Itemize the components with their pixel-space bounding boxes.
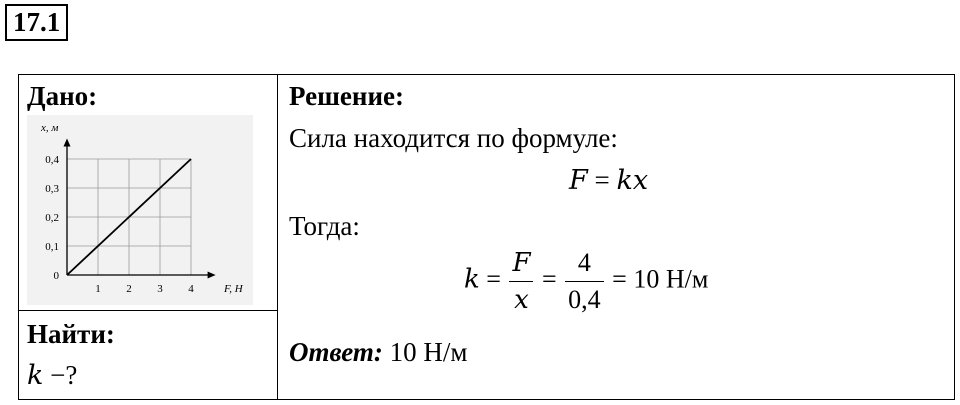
solution-line-2: Тогда: xyxy=(289,211,360,241)
fraction-denominator-0-4: 0,4 xyxy=(565,281,604,318)
formula-F: F xyxy=(569,165,588,196)
formula-force xyxy=(569,165,648,196)
calculation xyxy=(464,245,708,318)
fraction-numerator-F: F xyxy=(512,248,531,278)
formula-kx: kx xyxy=(616,165,649,196)
find-unknown xyxy=(27,360,77,391)
calc-eq3: = xyxy=(605,264,634,294)
x-tick-label: 4 xyxy=(188,283,194,295)
column-divider xyxy=(277,75,278,399)
x-tick-label: 3 xyxy=(157,283,163,295)
fraction-4-over-0-4 xyxy=(565,245,604,318)
x-tick-label: 1 xyxy=(95,283,101,295)
chart-background xyxy=(27,115,253,305)
y-tick-label: 0 xyxy=(53,270,59,282)
unknown-suffix: −? xyxy=(43,360,78,390)
y-tick-label: 0,2 xyxy=(45,212,59,224)
fraction-F-over-x xyxy=(509,245,533,318)
solution-heading: Решение: xyxy=(289,81,404,111)
y-tick-label: 0,1 xyxy=(45,241,59,253)
unknown-variable: k xyxy=(27,360,44,391)
answer-value: 10 Н/м xyxy=(382,337,468,367)
y-tick-label: 0,3 xyxy=(45,183,59,195)
chart-x-vs-F xyxy=(19,115,259,305)
calc-eq2: = xyxy=(535,264,564,294)
x-axis-label: F, Н xyxy=(224,283,243,295)
given-heading: Дано: xyxy=(27,81,98,111)
answer-label: Ответ: xyxy=(289,337,383,367)
calc-eq1: = xyxy=(479,264,508,294)
calc-result: 10 Н/м xyxy=(633,264,709,294)
formula-equals: = xyxy=(587,165,617,195)
x-tick-label: 2 xyxy=(126,283,132,295)
answer-line xyxy=(289,337,467,368)
row-divider xyxy=(19,310,277,311)
problem-number: 17.1 xyxy=(5,4,68,41)
y-tick-label: 0,4 xyxy=(45,154,59,166)
solution-line-1: Сила находится по формуле: xyxy=(289,123,618,153)
solution-table xyxy=(18,74,955,400)
chart-grid xyxy=(27,115,253,305)
fraction-denominator-x: x xyxy=(509,281,533,318)
fraction-numerator-4: 4 xyxy=(577,248,591,277)
calc-k: k xyxy=(464,264,480,295)
y-axis-label: x, м xyxy=(41,122,59,134)
find-heading: Найти: xyxy=(27,319,115,349)
